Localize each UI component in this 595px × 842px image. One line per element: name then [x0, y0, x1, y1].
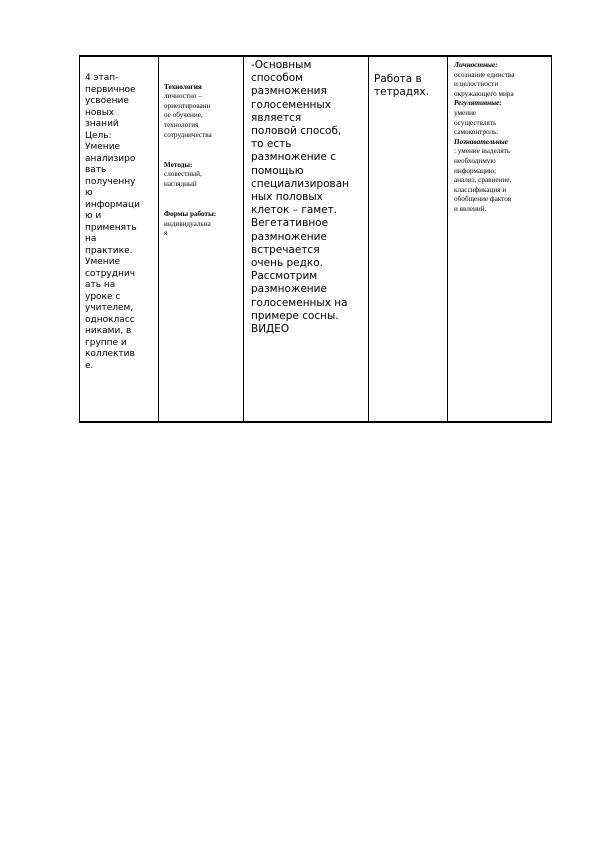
cognitive-text: : умение выделять необходимую информацию; анализ, сравнение, классификация и обобщение фактов и явлений. — [454, 147, 512, 213]
stage-title: 4 этап- первичное усвоение новых знаний — [85, 73, 136, 129]
stage-goal: Цель: Умение анализиро вать полученну ю информаци ю и применять на практике. Умение сотруднич ать на уроке с учителем, однокласс никами, в группе и коллектив е. — [85, 130, 140, 371]
personal-label: Личностные: — [454, 61, 498, 69]
content-text: -Основным способом размножения голосеменных является половой способ, то есть размножение с помощью специализирован ных половых клеток – гамет. Вегетативное размножение встречается очень редко. Рассмотрим размножение голосеменных на примере сосны. ВИДЕО — [251, 59, 350, 336]
lesson-plan-table — [79, 55, 552, 423]
forms-text: индивидуальна я — [164, 219, 211, 238]
forms-label: Формы работы: — [164, 210, 217, 219]
table-row — [80, 56, 552, 422]
personal-text: осознание единства и целостности окружающего мира — [454, 70, 515, 98]
methods-text: словестный, наглядный — [164, 170, 202, 188]
stage-cell — [80, 56, 159, 422]
technology-text: личностно – ориентированн ое обучение, технология сотрудничества — [164, 92, 212, 139]
regulative-text: умение осуществлять самоконтроль. — [454, 108, 499, 137]
cognitive-label: Познавательные — [454, 137, 508, 146]
content-cell — [244, 56, 369, 422]
methods-label: Методы: — [164, 160, 193, 169]
student-activity-text: Работа в тетрадях. — [374, 73, 429, 98]
regulative-label: Регулятивные: — [454, 99, 502, 108]
technology-cell — [159, 56, 244, 422]
student-activity-cell — [369, 56, 448, 422]
technology-label: Технология — [164, 82, 202, 91]
uud-cell — [448, 56, 552, 422]
